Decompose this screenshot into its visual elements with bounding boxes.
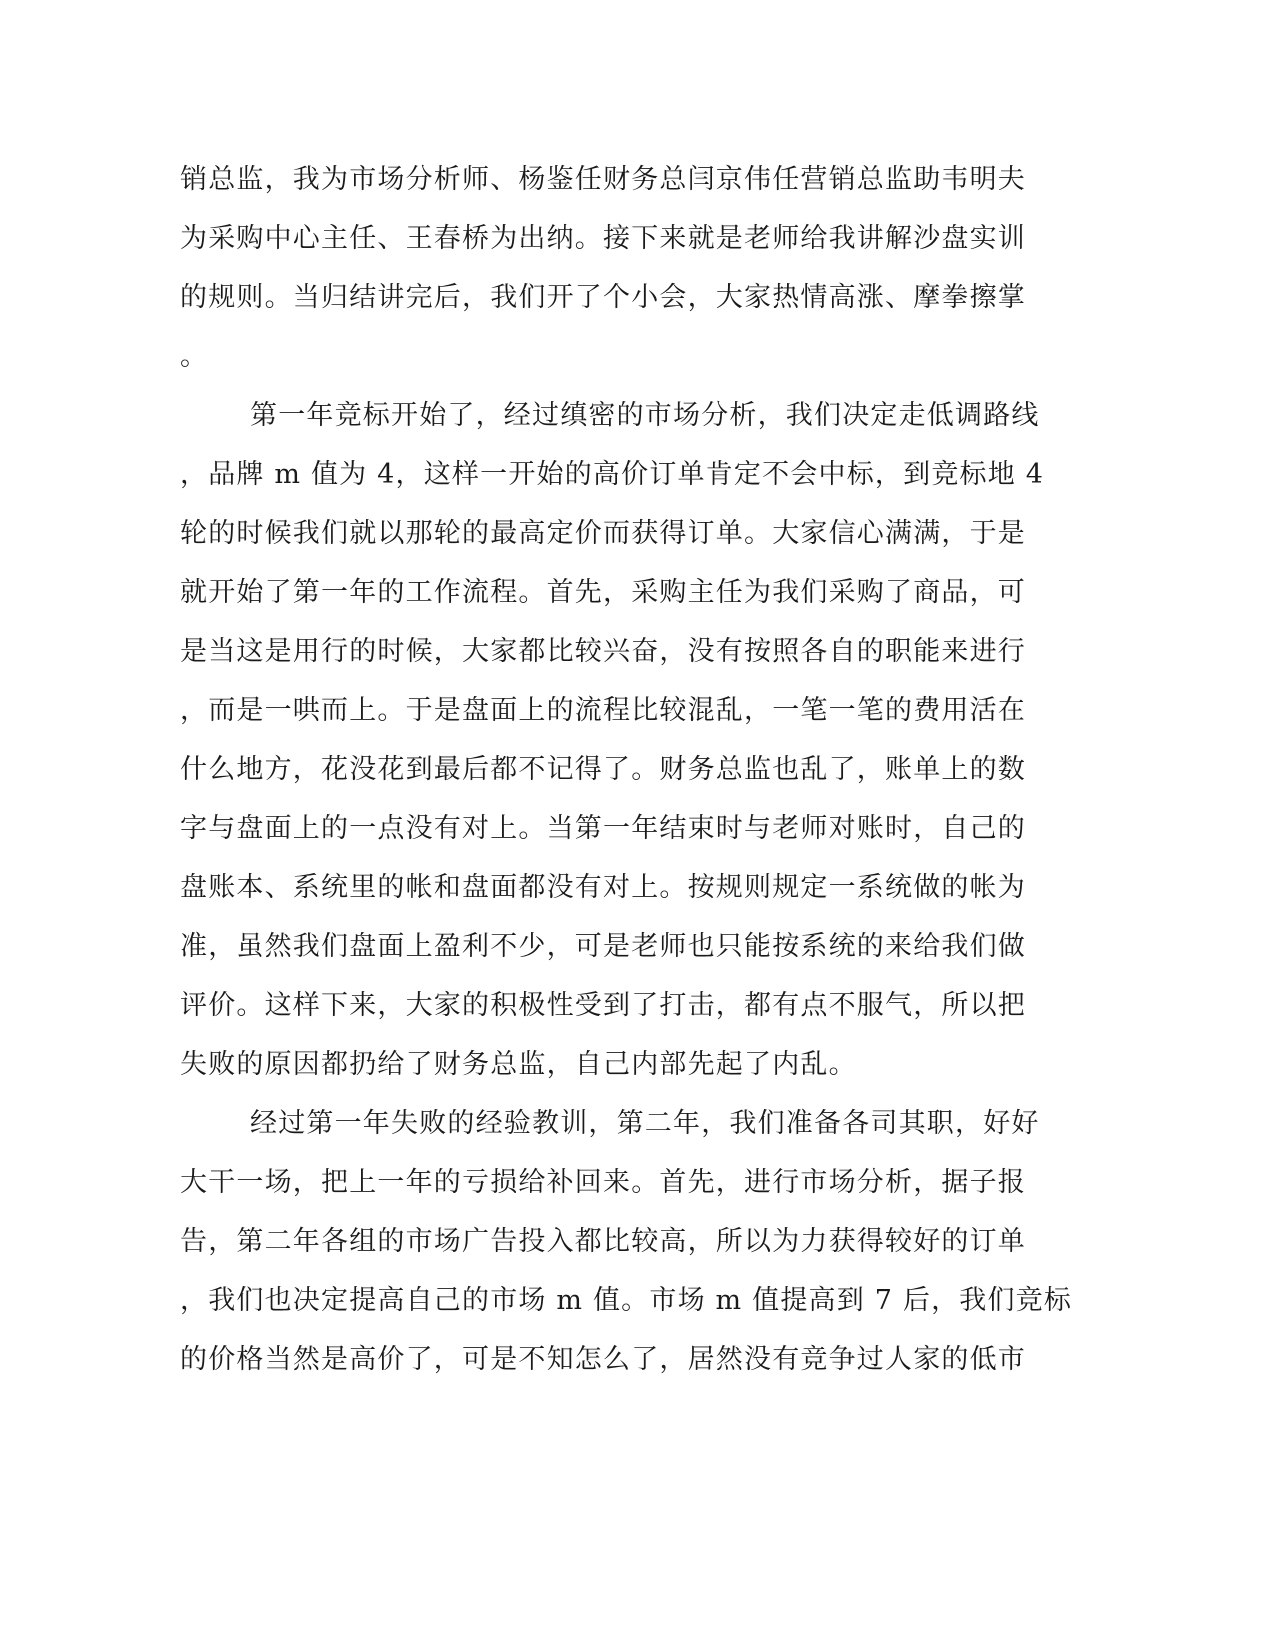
text-line: 的规则。当归结讲完后，我们开了个小会，大家热情高涨、摩拳擦掌 [180, 282, 1026, 313]
text-line: 大干一场，把上一年的亏损给补回来。首先，进行市场分析，据子报 [180, 1167, 1026, 1198]
text-line: 字与盘面上的一点没有对上。当第一年结束时与老师对账时，自己的 [180, 813, 1026, 844]
text-line: 。 [180, 341, 209, 372]
body-text [180, 150, 1073, 1389]
text-line: 失败的原因都扔给了财务总监，自己内部先起了内乱。 [180, 1049, 857, 1080]
text-line: 什么地方，花没花到最后都不记得了。财务总监也乱了，账单上的数 [180, 754, 1026, 785]
text-line: 评价。这样下来，大家的积极性受到了打击，都有点不服气，所以把 [180, 990, 1026, 1021]
text-line: ，品牌 m 值为 4，这样一开始的高价订单肯定不会中标，到竞标地 4 [180, 459, 1045, 490]
paragraph-start-line: 第一年竞标开始了，经过缜密的市场分析，我们决定走低调路线 [250, 400, 1040, 431]
text-line: 的价格当然是高价了，可是不知怎么了，居然没有竞争过人家的低市 [180, 1344, 1026, 1375]
text-line: 是当这是用行的时候，大家都比较兴奋，没有按照各自的职能来进行 [180, 636, 1026, 667]
paragraph-start-line: 经过第一年失败的经验教训，第二年，我们准备各司其职，好好 [250, 1108, 1040, 1139]
text-line: 准，虽然我们盘面上盈利不少，可是老师也只能按系统的来给我们做 [180, 931, 1026, 962]
text-line: 告，第二年各组的市场广告投入都比较高，所以为力获得较好的订单 [180, 1226, 1026, 1257]
text-line: ，我们也决定提高自己的市场 m 值。市场 m 值提高到 7 后，我们竞标 [180, 1285, 1073, 1316]
text-line: 轮的时候我们就以那轮的最高定价而获得订单。大家信心满满，于是 [180, 518, 1026, 549]
text-line: 为采购中心主任、王春桥为出纳。接下来就是老师给我讲解沙盘实训 [180, 223, 1026, 254]
text-line: 就开始了第一年的工作流程。首先，采购主任为我们采购了商品，可 [180, 577, 1026, 608]
text-line: ，而是一哄而上。于是盘面上的流程比较混乱，一笔一笔的费用活在 [180, 695, 1026, 726]
text-line: 盘账本、系统里的帐和盘面都没有对上。按规则规定一系统做的帐为 [180, 872, 1026, 903]
text-line: 销总监，我为市场分析师、杨鉴任财务总闫京伟任营销总监助韦明夫 [180, 164, 1026, 195]
